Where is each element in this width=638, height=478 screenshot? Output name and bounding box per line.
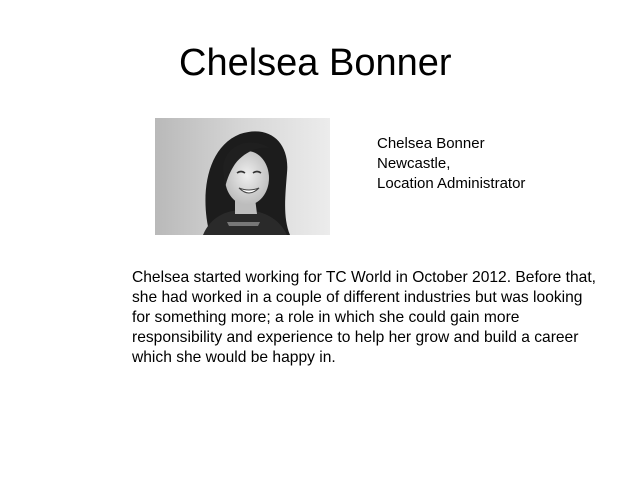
bio-line: she had worked in a couple of different industries but was looking: [132, 289, 583, 306]
bio-paragraph: [132, 268, 622, 368]
profile-info: [377, 134, 525, 194]
profile-name: Chelsea Bonner: [377, 135, 485, 152]
bio-line: for something more; a role in which she could gain more: [132, 309, 520, 326]
page-title: Chelsea Bonner: [179, 42, 452, 84]
bio-line: which she would be happy in.: [132, 349, 336, 366]
portrait-illustration: [155, 118, 330, 235]
profile-location: Newcastle,: [377, 155, 451, 172]
bio-line: Chelsea started working for TC World in October 2012. Before that,: [132, 269, 596, 286]
profile-role: Location Administrator: [377, 175, 526, 192]
portrait-photo: [155, 118, 330, 235]
bio-line: responsibility and experience to help her grow and build a career: [132, 329, 579, 346]
